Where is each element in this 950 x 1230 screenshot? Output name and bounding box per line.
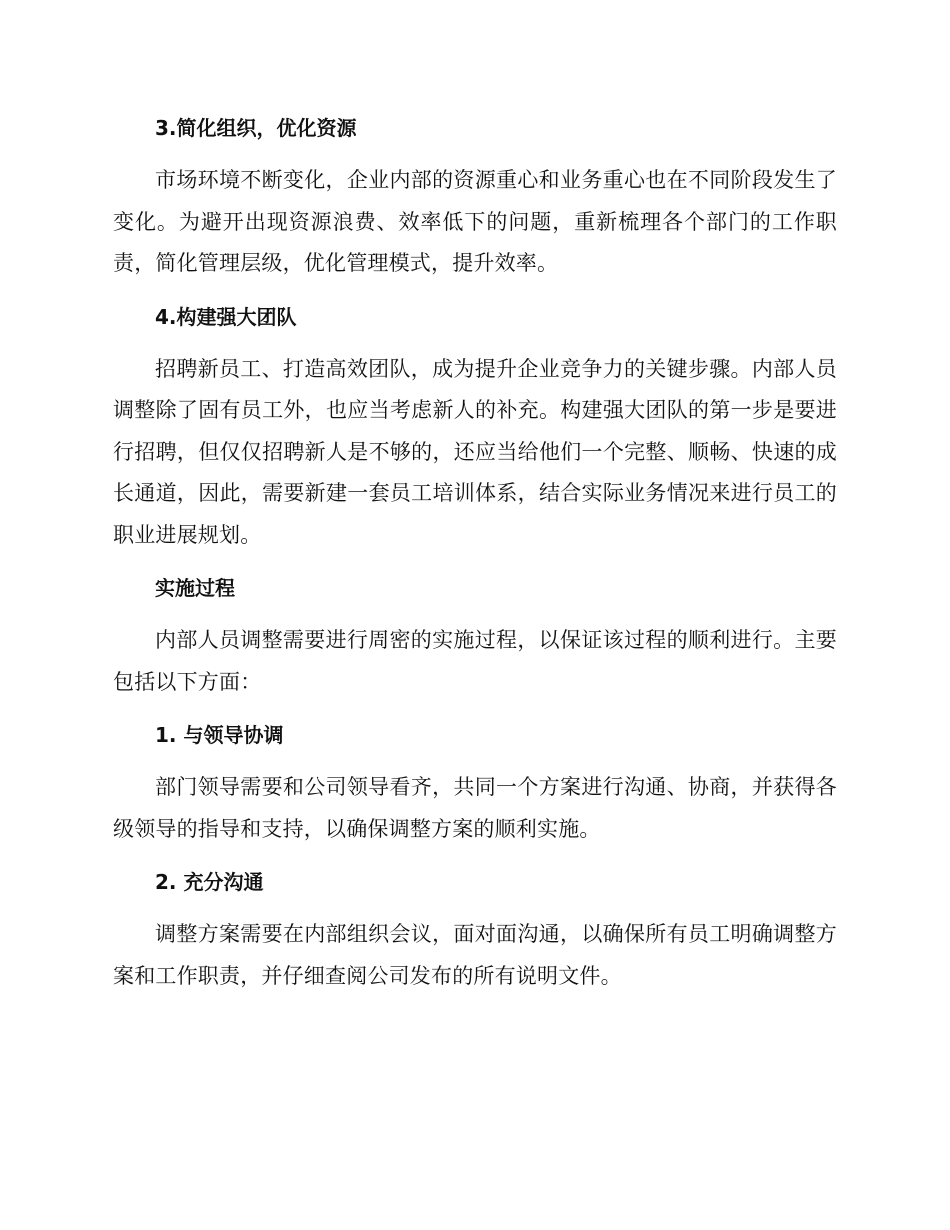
- section-heading-communication: 2. 充分沟通: [155, 870, 264, 894]
- section-heading-coordinate-leaders: 1. 与领导协调: [155, 723, 284, 747]
- section-paragraph-implementation: 内部人员调整需要进行周密的实施过程，以保证该过程的顺利进行。主要包括以下方面：: [113, 628, 837, 694]
- section-paragraph-build-team: 招聘新员工、打造高效团队，成为提升企业竞争力的关键步骤。内部人员调整除了固有员工外，也应当考虑新人的补充。构建强大团队的第一步是要进行招聘，但仅仅招聘新人是不够的，还应当给他们一个完整、顺畅、快速的成长通道，因此，需要新建一套员工培训体系，结合实际业务情况来进行员工的职业进展规划。: [113, 356, 837, 547]
- section-heading-simplify-organization: 3.简化组织，优化资源: [155, 116, 357, 140]
- section-paragraph-coordinate-leaders: 部门领导需要和公司领导看齐，共同一个方案进行沟通、协商，并获得各级领导的指导和支持，以确保调整方案的顺利实施。: [113, 775, 837, 841]
- section-heading-implementation: 实施过程: [155, 576, 235, 600]
- section-paragraph-communication: 调整方案需要在内部组织会议，面对面沟通，以确保所有员工明确调整方案和工作职责，并仔细查阅公司发布的所有说明文件。: [113, 922, 837, 988]
- section-paragraph-simplify-organization: 市场环境不断变化，企业内部的资源重心和业务重心也在不同阶段发生了变化。为避开出现资源浪费、效率低下的问题，重新梳理各个部门的工作职责，简化管理层级，优化管理模式，提升效率。: [113, 168, 837, 275]
- section-heading-build-team: 4.构建强大团队: [155, 304, 297, 329]
- document-body: [113, 108, 837, 997]
